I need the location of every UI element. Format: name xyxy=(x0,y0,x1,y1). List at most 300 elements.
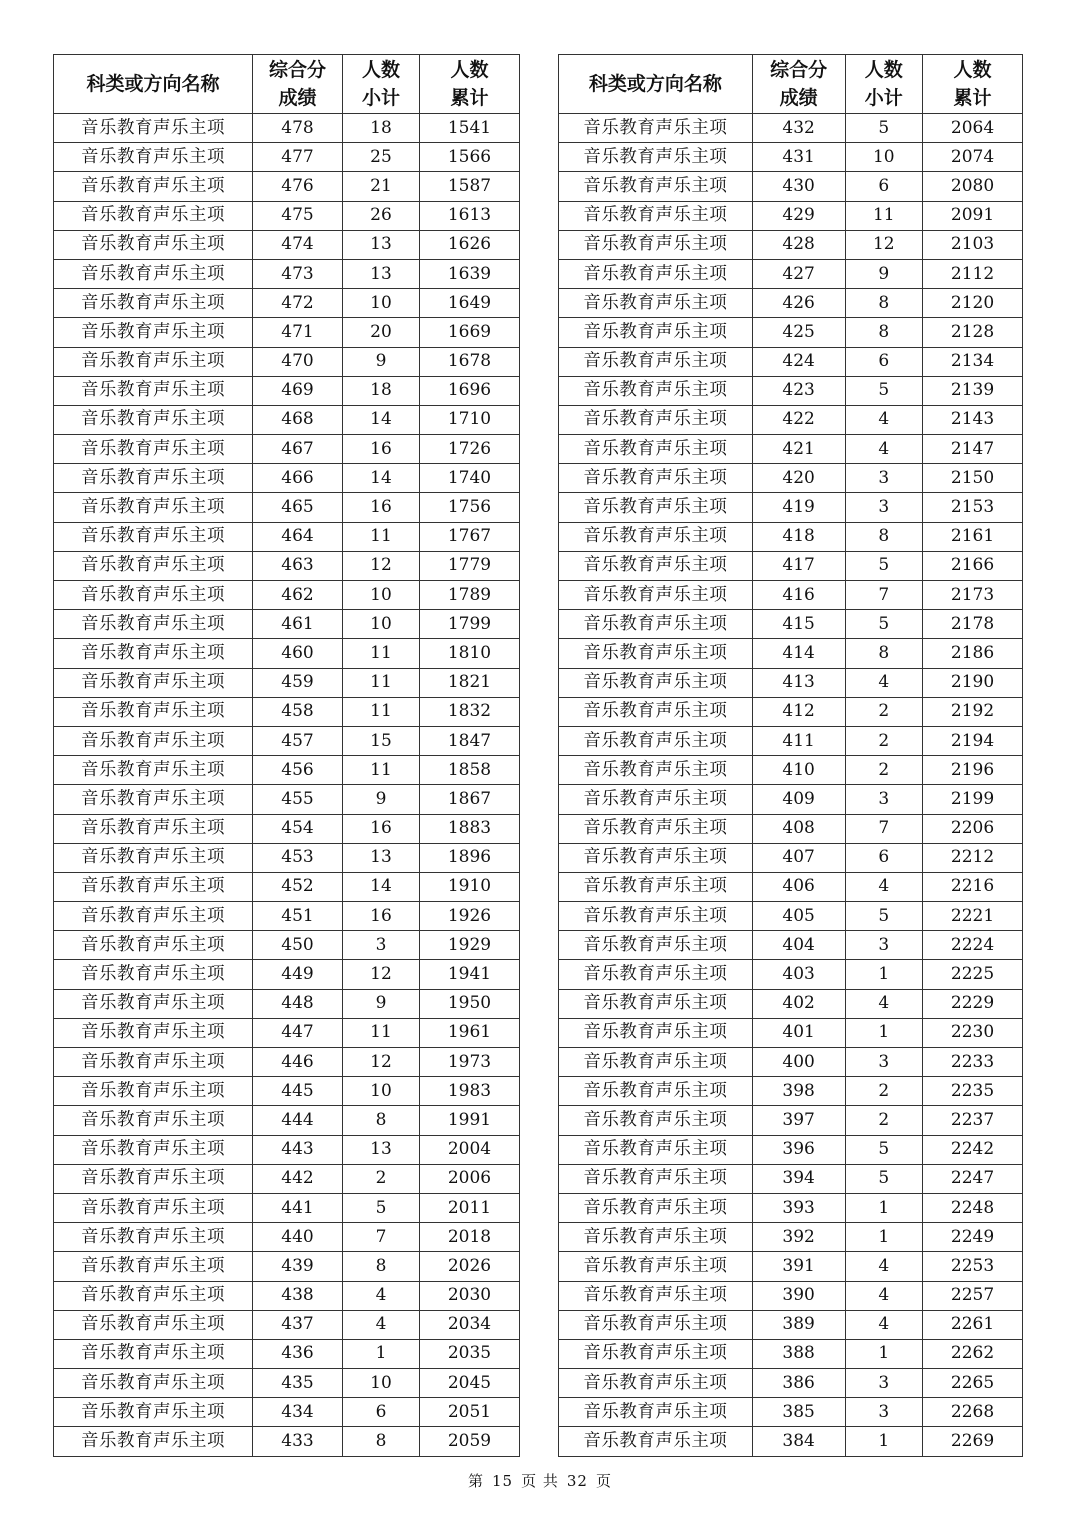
table-row xyxy=(559,989,1023,1018)
cell-cumulative: 1867 xyxy=(420,785,520,814)
cell-count: 8 xyxy=(343,1106,420,1135)
cell-category: 音乐教育声乐主项 xyxy=(54,726,253,755)
cell-cumulative: 1883 xyxy=(420,814,520,843)
cell-score: 432 xyxy=(752,114,845,143)
cell-category: 音乐教育声乐主项 xyxy=(559,1077,753,1106)
cell-category: 音乐教育声乐主项 xyxy=(54,347,253,376)
cell-count: 14 xyxy=(343,872,420,901)
cell-count: 5 xyxy=(845,551,923,580)
header-name: 科类或方向名称 xyxy=(54,55,253,114)
cell-category: 音乐教育声乐主项 xyxy=(54,1048,253,1077)
cell-cumulative: 1961 xyxy=(420,1018,520,1047)
cell-category: 音乐教育声乐主项 xyxy=(559,435,753,464)
cell-cumulative: 1950 xyxy=(420,989,520,1018)
cell-count: 11 xyxy=(343,697,420,726)
cell-cumulative: 1639 xyxy=(420,259,520,288)
cell-score: 456 xyxy=(253,756,343,785)
table-row xyxy=(54,581,520,610)
table-row xyxy=(54,172,520,201)
table-row xyxy=(559,902,1023,931)
cell-category: 音乐教育声乐主项 xyxy=(559,1223,753,1252)
cell-score: 391 xyxy=(752,1252,845,1281)
cell-count: 5 xyxy=(845,610,923,639)
table-row xyxy=(559,1281,1023,1310)
table-row xyxy=(559,114,1023,143)
cell-category: 音乐教育声乐主项 xyxy=(54,785,253,814)
cell-count: 2 xyxy=(845,726,923,755)
cell-category: 音乐教育声乐主项 xyxy=(54,464,253,493)
cell-category: 音乐教育声乐主项 xyxy=(559,551,753,580)
table-row xyxy=(54,522,520,551)
cell-cumulative: 1626 xyxy=(420,230,520,259)
cell-category: 音乐教育声乐主项 xyxy=(54,435,253,464)
table-row xyxy=(559,1018,1023,1047)
cell-category: 音乐教育声乐主项 xyxy=(54,172,253,201)
table-row xyxy=(559,1427,1023,1456)
cell-cumulative: 1896 xyxy=(420,843,520,872)
cell-score: 466 xyxy=(253,464,343,493)
cell-count: 11 xyxy=(343,756,420,785)
cell-count: 10 xyxy=(845,143,923,172)
cell-score: 409 xyxy=(752,785,845,814)
cell-category: 音乐教育声乐主项 xyxy=(54,697,253,726)
cell-score: 426 xyxy=(752,289,845,318)
cell-cumulative: 2112 xyxy=(923,259,1023,288)
cell-score: 421 xyxy=(752,435,845,464)
cell-category: 音乐教育声乐主项 xyxy=(559,1369,753,1398)
cell-category: 音乐教育声乐主项 xyxy=(559,1398,753,1427)
cell-count: 9 xyxy=(343,347,420,376)
cell-category: 音乐教育声乐主项 xyxy=(559,785,753,814)
table-row xyxy=(559,581,1023,610)
cell-cumulative: 2030 xyxy=(420,1281,520,1310)
cell-category: 音乐教育声乐主项 xyxy=(559,931,753,960)
cell-category: 音乐教育声乐主项 xyxy=(54,1193,253,1222)
cell-category: 音乐教育声乐主项 xyxy=(54,143,253,172)
table-row xyxy=(54,610,520,639)
cell-category: 音乐教育声乐主项 xyxy=(559,522,753,551)
table-row xyxy=(54,1252,520,1281)
table-row xyxy=(559,1106,1023,1135)
cell-count: 8 xyxy=(845,318,923,347)
cell-category: 音乐教育声乐主项 xyxy=(559,1193,753,1222)
table-row xyxy=(54,143,520,172)
cell-cumulative: 1832 xyxy=(420,697,520,726)
cell-cumulative: 2242 xyxy=(923,1135,1023,1164)
cell-category: 音乐教育声乐主项 xyxy=(559,610,753,639)
footer-total-pages: 32 xyxy=(566,1472,588,1490)
table-row xyxy=(54,405,520,434)
cell-category: 音乐教育声乐主项 xyxy=(559,1106,753,1135)
cell-count: 3 xyxy=(845,785,923,814)
table-row xyxy=(54,289,520,318)
cell-count: 5 xyxy=(343,1193,420,1222)
cell-category: 音乐教育声乐主项 xyxy=(559,726,753,755)
table-row xyxy=(54,756,520,785)
cell-cumulative: 1858 xyxy=(420,756,520,785)
cell-cumulative: 2268 xyxy=(923,1398,1023,1427)
cell-category: 音乐教育声乐主项 xyxy=(559,318,753,347)
table-row xyxy=(559,347,1023,376)
table-row xyxy=(559,668,1023,697)
table-row xyxy=(559,435,1023,464)
cell-count: 7 xyxy=(343,1223,420,1252)
cell-count: 9 xyxy=(845,259,923,288)
table-row xyxy=(54,726,520,755)
cell-count: 13 xyxy=(343,230,420,259)
cell-score: 477 xyxy=(253,143,343,172)
cell-score: 431 xyxy=(752,143,845,172)
score-table-left xyxy=(53,54,520,1457)
cell-count: 13 xyxy=(343,1135,420,1164)
cell-cumulative: 1740 xyxy=(420,464,520,493)
cell-score: 457 xyxy=(253,726,343,755)
cell-count: 1 xyxy=(343,1339,420,1368)
cell-count: 2 xyxy=(343,1164,420,1193)
table-row xyxy=(559,1223,1023,1252)
cell-count: 12 xyxy=(343,960,420,989)
cell-cumulative: 1587 xyxy=(420,172,520,201)
header-count: 人数 小计 xyxy=(845,55,923,114)
cell-category: 音乐教育声乐主项 xyxy=(54,1135,253,1164)
cell-score: 415 xyxy=(752,610,845,639)
cell-category: 音乐教育声乐主项 xyxy=(54,114,253,143)
cell-count: 9 xyxy=(343,785,420,814)
table-row xyxy=(559,405,1023,434)
cell-count: 6 xyxy=(343,1398,420,1427)
cell-cumulative: 1799 xyxy=(420,610,520,639)
cell-score: 393 xyxy=(752,1193,845,1222)
cell-score: 411 xyxy=(752,726,845,755)
table-row xyxy=(54,814,520,843)
table-row xyxy=(559,493,1023,522)
cell-count: 4 xyxy=(845,405,923,434)
cell-count: 11 xyxy=(343,668,420,697)
cell-category: 音乐教育声乐主项 xyxy=(54,756,253,785)
cell-cumulative: 2199 xyxy=(923,785,1023,814)
cell-score: 448 xyxy=(253,989,343,1018)
cell-cumulative: 2006 xyxy=(420,1164,520,1193)
cell-cumulative: 2229 xyxy=(923,989,1023,1018)
cell-category: 音乐教育声乐主项 xyxy=(559,143,753,172)
cell-cumulative: 2192 xyxy=(923,697,1023,726)
table-row xyxy=(559,551,1023,580)
cell-cumulative: 2262 xyxy=(923,1339,1023,1368)
cell-cumulative: 1669 xyxy=(420,318,520,347)
cell-category: 音乐教育声乐主项 xyxy=(54,639,253,668)
table-row xyxy=(559,230,1023,259)
cell-score: 402 xyxy=(752,989,845,1018)
cell-cumulative: 2265 xyxy=(923,1369,1023,1398)
table-row xyxy=(559,201,1023,230)
cell-count: 4 xyxy=(343,1310,420,1339)
cell-count: 5 xyxy=(845,1135,923,1164)
cell-count: 11 xyxy=(343,639,420,668)
cell-cumulative: 1973 xyxy=(420,1048,520,1077)
cell-count: 6 xyxy=(845,843,923,872)
cell-cumulative: 2045 xyxy=(420,1369,520,1398)
cell-cumulative: 2134 xyxy=(923,347,1023,376)
cell-score: 410 xyxy=(752,756,845,785)
cell-score: 389 xyxy=(752,1310,845,1339)
cell-score: 398 xyxy=(752,1077,845,1106)
table-row xyxy=(54,785,520,814)
cell-count: 7 xyxy=(845,814,923,843)
cell-score: 464 xyxy=(253,522,343,551)
table-row xyxy=(54,318,520,347)
cell-score: 468 xyxy=(253,405,343,434)
cell-score: 433 xyxy=(253,1427,343,1456)
cell-cumulative: 2221 xyxy=(923,902,1023,931)
cell-cumulative: 2230 xyxy=(923,1018,1023,1047)
cell-cumulative: 2233 xyxy=(923,1048,1023,1077)
cell-category: 音乐教育声乐主项 xyxy=(559,756,753,785)
cell-category: 音乐教育声乐主项 xyxy=(54,289,253,318)
cell-score: 451 xyxy=(253,902,343,931)
cell-count: 1 xyxy=(845,1223,923,1252)
cell-category: 音乐教育声乐主项 xyxy=(559,201,753,230)
table-row xyxy=(559,464,1023,493)
table-row xyxy=(559,376,1023,405)
cell-category: 音乐教育声乐主项 xyxy=(559,1164,753,1193)
cell-score: 390 xyxy=(752,1281,845,1310)
cell-cumulative: 2248 xyxy=(923,1193,1023,1222)
cell-category: 音乐教育声乐主项 xyxy=(559,1018,753,1047)
cell-cumulative: 2194 xyxy=(923,726,1023,755)
cell-count: 5 xyxy=(845,376,923,405)
cell-score: 392 xyxy=(752,1223,845,1252)
cell-count: 3 xyxy=(845,493,923,522)
cell-cumulative: 2018 xyxy=(420,1223,520,1252)
cell-cumulative: 2035 xyxy=(420,1339,520,1368)
cell-score: 403 xyxy=(752,960,845,989)
cell-cumulative: 2257 xyxy=(923,1281,1023,1310)
cell-cumulative: 1910 xyxy=(420,872,520,901)
header-cumulative: 人数 累计 xyxy=(923,55,1023,114)
cell-score: 465 xyxy=(253,493,343,522)
cell-score: 434 xyxy=(253,1398,343,1427)
cell-cumulative: 2143 xyxy=(923,405,1023,434)
table-row xyxy=(54,668,520,697)
cell-category: 音乐教育声乐主项 xyxy=(559,1310,753,1339)
cell-category: 音乐教育声乐主项 xyxy=(54,931,253,960)
cell-category: 音乐教育声乐主项 xyxy=(54,1339,253,1368)
cell-score: 462 xyxy=(253,581,343,610)
table-row xyxy=(559,172,1023,201)
cell-category: 音乐教育声乐主项 xyxy=(54,1310,253,1339)
cell-category: 音乐教育声乐主项 xyxy=(54,1252,253,1281)
table-row xyxy=(54,1018,520,1047)
table-row xyxy=(559,1048,1023,1077)
cell-category: 音乐教育声乐主项 xyxy=(54,551,253,580)
cell-category: 音乐教育声乐主项 xyxy=(54,989,253,1018)
table-body-right xyxy=(559,114,1023,1457)
cell-category: 音乐教育声乐主项 xyxy=(559,960,753,989)
cell-score: 400 xyxy=(752,1048,845,1077)
cell-score: 439 xyxy=(253,1252,343,1281)
cell-category: 音乐教育声乐主项 xyxy=(54,1077,253,1106)
cell-score: 406 xyxy=(752,872,845,901)
cell-category: 音乐教育声乐主项 xyxy=(54,1164,253,1193)
cell-score: 423 xyxy=(752,376,845,405)
score-table-right xyxy=(558,54,1023,1457)
table-row xyxy=(54,902,520,931)
cell-cumulative: 2237 xyxy=(923,1106,1023,1135)
cell-category: 音乐教育声乐主项 xyxy=(559,289,753,318)
cell-score: 424 xyxy=(752,347,845,376)
cell-category: 音乐教育声乐主项 xyxy=(559,1135,753,1164)
cell-score: 438 xyxy=(253,1281,343,1310)
table-row xyxy=(54,1077,520,1106)
cell-category: 音乐教育声乐主项 xyxy=(54,581,253,610)
cell-count: 3 xyxy=(845,1369,923,1398)
cell-count: 3 xyxy=(845,1398,923,1427)
table-row xyxy=(54,843,520,872)
header-score: 综合分 成绩 xyxy=(752,55,845,114)
cell-category: 音乐教育声乐主项 xyxy=(559,1048,753,1077)
cell-score: 435 xyxy=(253,1369,343,1398)
cell-count: 12 xyxy=(845,230,923,259)
cell-category: 音乐教育声乐主项 xyxy=(54,201,253,230)
cell-count: 14 xyxy=(343,464,420,493)
cell-cumulative: 2011 xyxy=(420,1193,520,1222)
cell-cumulative: 2225 xyxy=(923,960,1023,989)
cell-category: 音乐教育声乐主项 xyxy=(54,493,253,522)
cell-cumulative: 1991 xyxy=(420,1106,520,1135)
table-row xyxy=(559,814,1023,843)
table-row xyxy=(54,376,520,405)
cell-category: 音乐教育声乐主项 xyxy=(559,464,753,493)
cell-category: 音乐教育声乐主项 xyxy=(559,581,753,610)
table-row xyxy=(54,230,520,259)
cell-score: 388 xyxy=(752,1339,845,1368)
cell-count: 3 xyxy=(343,931,420,960)
table-row xyxy=(559,289,1023,318)
cell-score: 446 xyxy=(253,1048,343,1077)
cell-score: 386 xyxy=(752,1369,845,1398)
cell-score: 452 xyxy=(253,872,343,901)
cell-category: 音乐教育声乐主项 xyxy=(559,989,753,1018)
cell-cumulative: 1696 xyxy=(420,376,520,405)
cell-category: 音乐教育声乐主项 xyxy=(559,405,753,434)
cell-score: 460 xyxy=(253,639,343,668)
cell-category: 音乐教育声乐主项 xyxy=(54,376,253,405)
table-row xyxy=(54,872,520,901)
cell-cumulative: 2161 xyxy=(923,522,1023,551)
cell-category: 音乐教育声乐主项 xyxy=(559,172,753,201)
cell-category: 音乐教育声乐主项 xyxy=(54,230,253,259)
cell-cumulative: 1566 xyxy=(420,143,520,172)
cell-cumulative: 1789 xyxy=(420,581,520,610)
cell-count: 5 xyxy=(845,902,923,931)
cell-score: 429 xyxy=(752,201,845,230)
cell-score: 412 xyxy=(752,697,845,726)
cell-count: 10 xyxy=(343,610,420,639)
cell-count: 12 xyxy=(343,1048,420,1077)
cell-score: 455 xyxy=(253,785,343,814)
cell-cumulative: 1779 xyxy=(420,551,520,580)
cell-count: 10 xyxy=(343,1369,420,1398)
cell-cumulative: 2249 xyxy=(923,1223,1023,1252)
cell-cumulative: 1710 xyxy=(420,405,520,434)
table-row xyxy=(559,785,1023,814)
cell-category: 音乐教育声乐主项 xyxy=(54,522,253,551)
cell-count: 3 xyxy=(845,464,923,493)
cell-count: 11 xyxy=(845,201,923,230)
table-row xyxy=(54,259,520,288)
table-row xyxy=(54,1369,520,1398)
cell-category: 音乐教育声乐主项 xyxy=(54,1106,253,1135)
cell-score: 417 xyxy=(752,551,845,580)
cell-score: 471 xyxy=(253,318,343,347)
cell-cumulative: 2166 xyxy=(923,551,1023,580)
cell-cumulative: 2059 xyxy=(420,1427,520,1456)
cell-cumulative: 2235 xyxy=(923,1077,1023,1106)
cell-count: 10 xyxy=(343,1077,420,1106)
cell-count: 1 xyxy=(845,1193,923,1222)
cell-count: 6 xyxy=(845,347,923,376)
cell-category: 音乐教育声乐主项 xyxy=(559,843,753,872)
cell-count: 13 xyxy=(343,259,420,288)
table-row xyxy=(54,697,520,726)
cell-category: 音乐教育声乐主项 xyxy=(559,493,753,522)
table-row xyxy=(54,1223,520,1252)
header-score: 综合分 成绩 xyxy=(253,55,343,114)
cell-category: 音乐教育声乐主项 xyxy=(54,1427,253,1456)
cell-cumulative: 2206 xyxy=(923,814,1023,843)
cell-category: 音乐教育声乐主项 xyxy=(54,1223,253,1252)
cell-score: 416 xyxy=(752,581,845,610)
table-row xyxy=(559,843,1023,872)
table-row xyxy=(54,1164,520,1193)
cell-count: 5 xyxy=(845,114,923,143)
table-row xyxy=(54,493,520,522)
cell-score: 425 xyxy=(752,318,845,347)
cell-score: 469 xyxy=(253,376,343,405)
table-row xyxy=(559,1252,1023,1281)
cell-category: 音乐教育声乐主项 xyxy=(559,376,753,405)
cell-category: 音乐教育声乐主项 xyxy=(559,697,753,726)
cell-category: 音乐教育声乐主项 xyxy=(54,1281,253,1310)
table-row xyxy=(54,1281,520,1310)
cell-category: 音乐教育声乐主项 xyxy=(559,1339,753,1368)
cell-count: 4 xyxy=(845,668,923,697)
table-row xyxy=(559,1398,1023,1427)
cell-category: 音乐教育声乐主项 xyxy=(559,814,753,843)
cell-count: 8 xyxy=(845,522,923,551)
table-row xyxy=(54,347,520,376)
cell-category: 音乐教育声乐主项 xyxy=(559,668,753,697)
cell-category: 音乐教育声乐主项 xyxy=(54,610,253,639)
footer-middle: 页 共 xyxy=(521,1472,559,1490)
cell-score: 474 xyxy=(253,230,343,259)
cell-score: 459 xyxy=(253,668,343,697)
cell-category: 音乐教育声乐主项 xyxy=(559,347,753,376)
cell-cumulative: 1983 xyxy=(420,1077,520,1106)
table-row xyxy=(559,872,1023,901)
table-row xyxy=(559,726,1023,755)
cell-cumulative: 2147 xyxy=(923,435,1023,464)
cell-cumulative: 2253 xyxy=(923,1252,1023,1281)
cell-count: 4 xyxy=(845,1281,923,1310)
cell-cumulative: 2064 xyxy=(923,114,1023,143)
cell-category: 音乐教育声乐主项 xyxy=(54,1018,253,1047)
table-row xyxy=(54,1427,520,1456)
cell-category: 音乐教育声乐主项 xyxy=(54,1369,253,1398)
table-row xyxy=(559,1369,1023,1398)
cell-score: 405 xyxy=(752,902,845,931)
cell-category: 音乐教育声乐主项 xyxy=(559,639,753,668)
